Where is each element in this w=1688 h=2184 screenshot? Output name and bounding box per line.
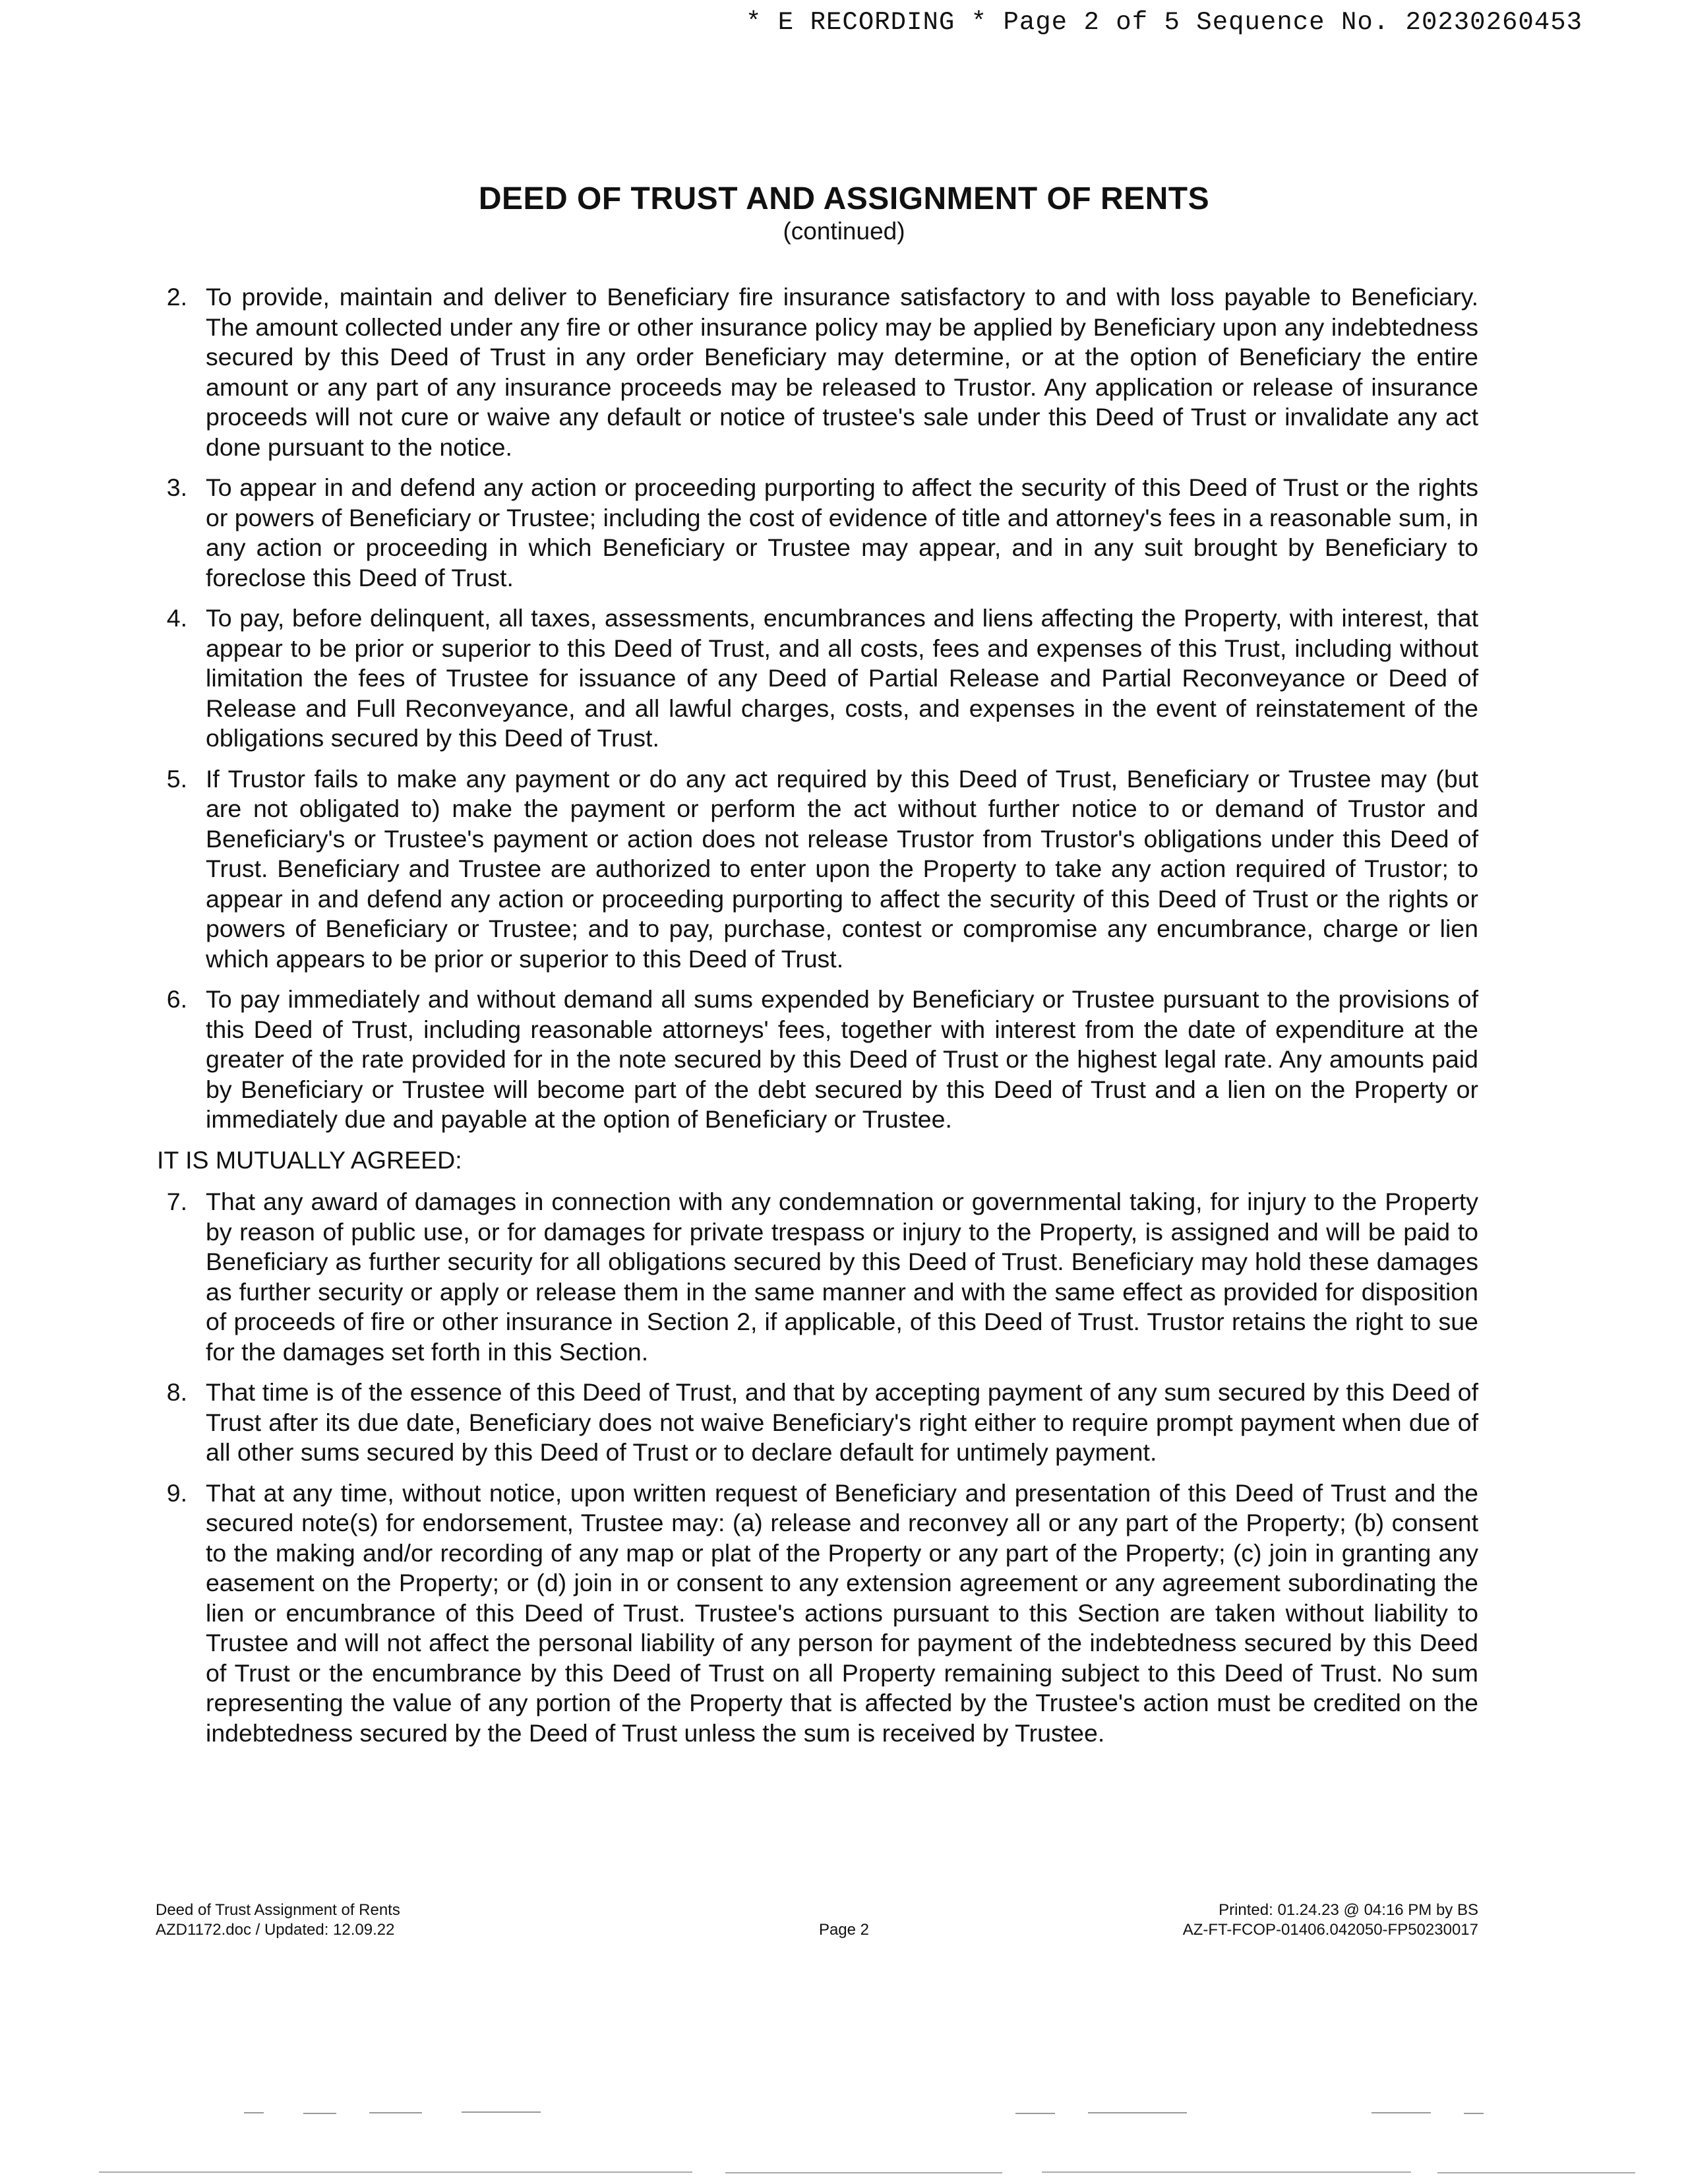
- clause-3: [153, 473, 1478, 593]
- clause-text: To appear in and defend any action or proceeding purporting to affect the security of this Deed of Trust or the rights or powers of Beneficiary or Trustee; including the cost of evidence of title and attorney's fees in a reasonable sum, in any action or proceeding in which Beneficiary or Trustee may appear, and in any suit brought by Beneficiary to foreclose this Deed of Trust.: [206, 473, 1478, 592]
- document-title: DEED OF TRUST AND ASSIGNMENT OF RENTS: [478, 181, 1210, 216]
- clause-text: If Trustor fails to make any payment or do any act required by this Deed of Trust, Beneficiary or Trustee may (but are not obligated to) make the payment or perform the act without further notice to or demand of Trustor and Beneficiary's or Trustee's payment or action does not release Trustor from Trustor's obligations under this Deed of Trust. Beneficiary and Trustee are authorized to enter upon the Property to take any action required of Trustor; to appear in and defend any action or proceeding purporting to affect the security of this Deed of Trust or the rights or powers of Beneficiary or Trustee; and to pay, purchase, contest or compromise any encumbrance, charge or lien which appears to be prior or superior to this Deed of Trust.: [206, 764, 1478, 973]
- clause-9: [153, 1478, 1478, 1749]
- clause-text: That any award of damages in connection with any condemnation or governmental taking, for injury to the Property by reason of public use, or for damages for private trespass or injury to the Property, is assigned and will be paid to Beneficiary as further security for all obligations secured by this Deed of Trust. Beneficiary may hold these damages as further security or apply or release them in the same manner and with the same effect as provided for disposition of proceeds of fire or other insurance in Section 2, if applicable, of this Deed of Trust. Trustor retains the right to sue for the damages set forth in this Section.: [206, 1188, 1478, 1366]
- clause-text: That time is of the essence of this Deed of Trust, and that by accepting payment of any sum secured by this Deed of Trust after its due date, Beneficiary does not waive Beneficiary's right either to require prompt payment when due of all other sums secured by this Deed of Trust or to declare default for untimely payment.: [206, 1378, 1478, 1466]
- clause-7: [153, 1187, 1478, 1367]
- clause-2: [153, 282, 1478, 462]
- clause-number: 4.: [166, 604, 187, 632]
- document-subtitle: (continued): [783, 218, 905, 245]
- footer-form-name: Deed of Trust Assignment of Rents: [156, 1901, 400, 1919]
- clause-text: To pay, before delinquent, all taxes, assessments, encumbrances and liens affecting the Property, with interest, that appear to be prior or superior to this Deed of Trust, and all costs, fees and expenses of this Trust, including without limitation the fees of Trustee for issuance of any Deed of Partial Release and Partial Reconveyance or Deed of Release and Full Reconveyance, and all lawful charges, costs, and expenses in the event of reinstatement of the obligations secured by this Deed of Trust.: [206, 604, 1478, 752]
- clause-number: 7.: [166, 1188, 187, 1215]
- scan-artifact-line: [0, 2107, 1688, 2120]
- scan-artifact-line: [0, 2166, 1688, 2179]
- clause-text: That at any time, without notice, upon written request of Beneficiary and presentation of this Deed of Trust and the secured note(s) for endorsement, Trustee may: (a) release and reconvey all or any part of the Property; (b) consent to the making and/or recording of any map or plat of the Property or any part of the Property; (c) join in granting any easement on the Property; or (d) join in or consent to any extension agreement or any agreement subordinating the lien or encumbrance of this Deed of Trust. Trustee's actions pursuant to this Section are taken without liability to Trustee and will not affect the personal liability of any person for payment of the indebtedness secured by this Deed of Trust or the encumbrance by this Deed of Trust on all Property remaining subject to this Deed of Trust. No sum representing the value of any portion of the Property that is affected by the Trustee's action must be credited on the indebtedness secured by the Deed of Trust unless the sum is received by Trustee.: [206, 1478, 1478, 1747]
- clause-text: To provide, maintain and deliver to Beneficiary fire insurance satisfactory to and with loss payable to Beneficiary. The amount collected under any fire or other insurance policy may be applied by Beneficiary upon any indebtedness secured by this Deed of Trust in any order Beneficiary may determine, or at the option of Beneficiary the entire amount or any part of any insurance proceeds may be released to Trustor. Any application or release of insurance proceeds will not cure or waive any default or notice of trustee's sale under this Deed of Trust or invalidate any act done pursuant to the notice.: [206, 283, 1478, 461]
- footer-right: [1183, 1900, 1478, 1940]
- clause-number: 3.: [166, 473, 187, 501]
- section-heading: IT IS MUTUALLY AGREED:: [157, 1145, 462, 1174]
- clause-6: [153, 985, 1478, 1135]
- footer-form-version: AZD1172.doc / Updated: 12.09.22: [156, 1921, 395, 1939]
- footer-printed-info: Printed: 01.24.23 @ 04:16 PM by BS: [1219, 1901, 1478, 1919]
- clause-number: 9.: [166, 1478, 187, 1507]
- recording-header: * E RECORDING * Page 2 of 5 Sequence No. 20230260453: [746, 8, 1582, 37]
- clause-number: 5.: [166, 764, 187, 793]
- clause-8: [153, 1378, 1478, 1468]
- clause-number: 8.: [166, 1378, 187, 1406]
- footer-order-number: AZ-FT-FCOP-01406.042050-FP50230017: [1182, 1921, 1478, 1939]
- document-body: [153, 282, 1478, 1759]
- clause-number: 6.: [166, 985, 187, 1013]
- clause-5: [153, 764, 1478, 975]
- clause-text: To pay immediately and without demand all sums expended by Beneficiary or Trustee pursuant to the provisions of this Deed of Trust, including reasonable attorneys' fees, together with interest from the date of expenditure at the greater of the rate provided for in the note secured by this Deed of Trust or the highest legal rate. Any amounts paid by Beneficiary or Trustee will become part of the debt secured by this Deed of Trust and a lien on the Property or immediately due and payable at the option of Beneficiary or Trustee.: [206, 985, 1478, 1133]
- clause-number: 2.: [166, 283, 187, 311]
- clause-4: [153, 603, 1478, 754]
- footer-page-number: Page 2: [818, 1921, 870, 1939]
